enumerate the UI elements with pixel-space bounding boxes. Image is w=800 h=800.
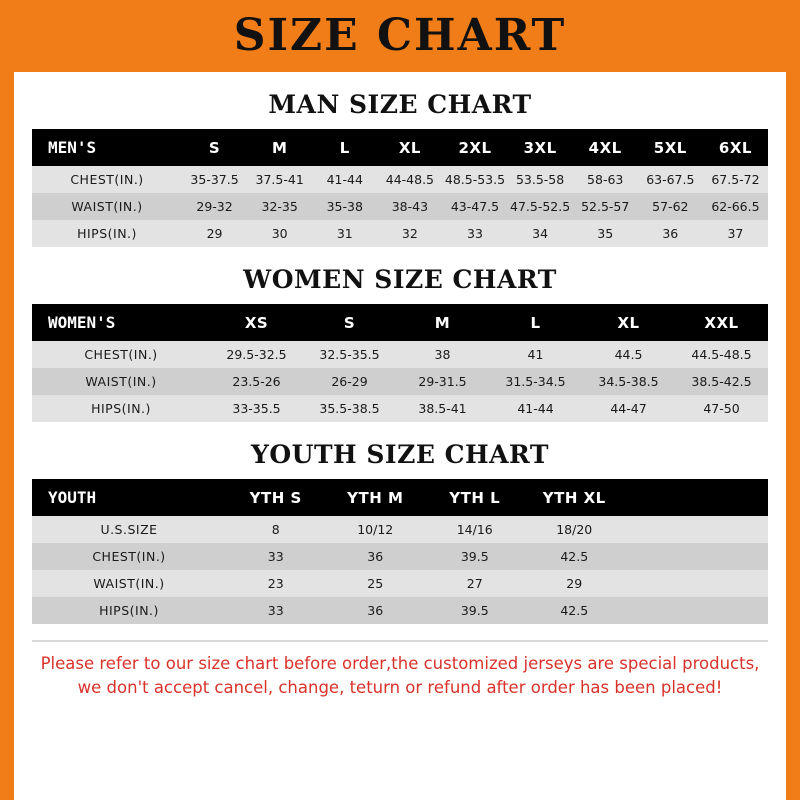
footer-line-1: Please refer to our size chart before order,the customized jerseys are special products, <box>40 654 760 673</box>
cell: 36 <box>662 226 679 241</box>
cell: 47-50 <box>703 401 740 416</box>
table-man-body <box>32 166 768 247</box>
table-row <box>32 597 768 624</box>
column-header: XXL <box>675 304 768 341</box>
cell: 33 <box>267 549 284 564</box>
cell: 23.5-26 <box>232 374 281 389</box>
cell: 62-66.5 <box>711 199 760 214</box>
cell: 35-37.5 <box>190 172 239 187</box>
cell: 41-44 <box>517 401 554 416</box>
cell: 43-47.5 <box>450 199 500 214</box>
table-row <box>32 570 768 597</box>
cell: 58-63 <box>587 172 624 187</box>
cell: 57-62 <box>652 199 689 214</box>
table-row <box>32 516 768 543</box>
table-row <box>32 341 768 368</box>
cell: 63-67.5 <box>646 172 695 187</box>
column-header: S <box>303 304 396 341</box>
cell: 32-35 <box>261 199 298 214</box>
section-man <box>14 90 786 247</box>
section-women <box>14 265 786 422</box>
cell: 29-32 <box>196 199 233 214</box>
cell: 52.5-57 <box>581 199 630 214</box>
cell: 42.5 <box>560 549 589 564</box>
cell: 37 <box>727 226 744 241</box>
cell-spacer <box>624 570 768 597</box>
cell: 26-29 <box>331 374 368 389</box>
cell: 29.5-32.5 <box>226 347 287 362</box>
cell: 44.5 <box>614 347 643 362</box>
column-header: 6XL <box>703 129 768 166</box>
table-header-row <box>32 304 768 341</box>
table-women-rowhead-label: WOMEN'S <box>32 304 210 341</box>
cell: 41 <box>527 347 544 362</box>
cell: 32.5-35.5 <box>319 347 380 362</box>
cell: 38.5-41 <box>418 401 467 416</box>
table-youth <box>32 479 768 624</box>
table-row <box>32 395 768 422</box>
cell: 36 <box>367 603 384 618</box>
row-label: WAIST(IN.) <box>85 374 157 389</box>
table-youth-body <box>32 516 768 624</box>
table-header-row <box>32 479 768 516</box>
cell-spacer <box>624 543 768 570</box>
row-label: U.S.SIZE <box>100 522 158 537</box>
cell: 44.5-48.5 <box>691 347 752 362</box>
footer-disclaimer <box>32 640 768 700</box>
cell: 31 <box>336 226 353 241</box>
section-title-women: WOMEN SIZE CHART <box>243 265 557 294</box>
table-man-head <box>32 129 768 166</box>
column-header: YTH L <box>425 479 525 516</box>
table-man-rowhead-label: MEN'S <box>32 129 182 166</box>
row-label: WAIST(IN.) <box>93 576 165 591</box>
column-header: YTH S <box>226 479 326 516</box>
cell: 31.5-34.5 <box>505 374 566 389</box>
cell: 39.5 <box>460 549 489 564</box>
column-header-spacer <box>624 479 768 516</box>
cell: 37.5-41 <box>255 172 304 187</box>
table-women <box>32 304 768 422</box>
footer-line-2: we don't accept cancel, change, teturn or refund after order has been placed! <box>77 677 723 697</box>
table-women-body <box>32 341 768 422</box>
row-label: HIPS(IN.) <box>77 226 137 241</box>
row-label: HIPS(IN.) <box>91 401 151 416</box>
column-header: M <box>396 304 489 341</box>
cell: 33 <box>267 603 284 618</box>
cell: 34.5-38.5 <box>598 374 659 389</box>
column-header: L <box>489 304 582 341</box>
row-label: WAIST(IN.) <box>71 199 143 214</box>
cell-spacer <box>624 597 768 624</box>
cell: 35-38 <box>326 199 363 214</box>
row-label: HIPS(IN.) <box>99 603 159 618</box>
column-header: YTH XL <box>525 479 625 516</box>
cell: 38-43 <box>391 199 429 214</box>
column-header: XL <box>582 304 675 341</box>
cell: 42.5 <box>560 603 589 618</box>
cell: 38.5-42.5 <box>691 374 752 389</box>
column-header: XL <box>377 129 442 166</box>
cell: 29 <box>206 226 223 241</box>
cell: 44-47 <box>610 401 647 416</box>
section-youth <box>14 440 786 624</box>
cell: 10/12 <box>357 522 394 537</box>
cell: 39.5 <box>460 603 489 618</box>
section-title-man: MAN SIZE CHART <box>268 90 532 119</box>
section-title-youth: YOUTH SIZE CHART <box>251 440 549 469</box>
table-man <box>32 129 768 247</box>
cell-spacer <box>624 516 768 543</box>
table-header-row <box>32 129 768 166</box>
table-row <box>32 166 768 193</box>
column-header: M <box>247 129 312 166</box>
cell: 29-31.5 <box>418 374 467 389</box>
cell: 47.5-52.5 <box>510 199 571 214</box>
column-header: 2XL <box>442 129 507 166</box>
cell: 29 <box>566 576 583 591</box>
row-label: CHEST(IN.) <box>84 347 158 362</box>
cell: 25 <box>367 576 384 591</box>
table-row <box>32 220 768 247</box>
cell: 14/16 <box>456 522 493 537</box>
table-row <box>32 193 768 220</box>
cell: 18/20 <box>556 522 593 537</box>
cell: 8 <box>271 522 280 537</box>
cell: 34 <box>532 226 549 241</box>
cell: 32 <box>401 226 418 241</box>
table-youth-head <box>32 479 768 516</box>
cell: 30 <box>271 226 288 241</box>
cell: 27 <box>466 576 483 591</box>
cell: 36 <box>367 549 384 564</box>
column-header: 5XL <box>638 129 703 166</box>
cell: 35.5-38.5 <box>319 401 380 416</box>
cell: 53.5-58 <box>515 172 565 187</box>
table-youth-rowhead-label: YOUTH <box>32 479 226 516</box>
cell: 48.5-53.5 <box>444 172 506 187</box>
table-row <box>32 543 768 570</box>
cell: 67.5-72 <box>711 172 760 187</box>
page-title: SIZE CHART <box>233 10 567 61</box>
cell: 44-48.5 <box>385 172 434 187</box>
cell: 35 <box>597 226 614 241</box>
row-label: CHEST(IN.) <box>92 549 166 564</box>
cell: 38 <box>434 347 451 362</box>
column-header: 3XL <box>508 129 573 166</box>
column-header: L <box>312 129 377 166</box>
column-header: S <box>182 129 247 166</box>
table-women-head <box>32 304 768 341</box>
row-label: CHEST(IN.) <box>70 172 144 187</box>
cell: 33 <box>467 226 483 241</box>
cell: 33-35.5 <box>232 401 281 416</box>
column-header: 4XL <box>573 129 638 166</box>
cell: 23 <box>267 576 284 591</box>
table-row <box>32 368 768 395</box>
column-header: YTH M <box>326 479 426 516</box>
cell: 41-44 <box>326 172 363 187</box>
column-header: XS <box>210 304 303 341</box>
header-band <box>14 0 786 72</box>
